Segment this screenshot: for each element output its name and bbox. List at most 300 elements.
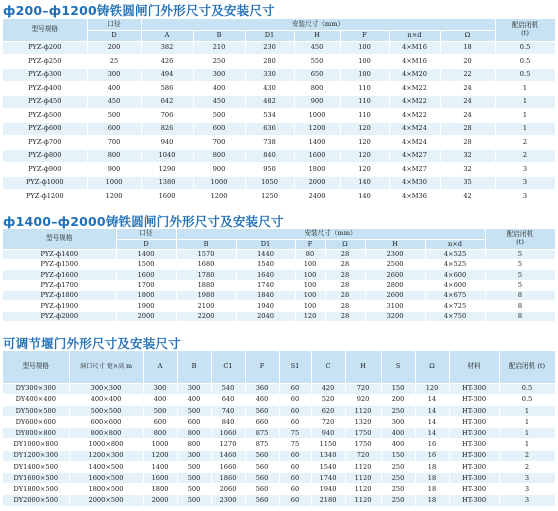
header-col: D1 xyxy=(245,30,294,41)
table-cell: 300 xyxy=(177,450,211,461)
table-row xyxy=(3,301,555,311)
header-model: 型号规格 xyxy=(3,351,69,383)
table-cell: 560 xyxy=(245,461,279,472)
table-cell: 1 xyxy=(499,439,555,450)
table-cell: 18 xyxy=(415,473,449,484)
table-row xyxy=(3,149,555,163)
table-cell: 4×675 xyxy=(425,291,485,301)
table-cell: 1250 xyxy=(245,190,294,204)
table-row xyxy=(3,473,555,484)
table-cell: 1 xyxy=(495,122,555,136)
table-cell: 1540 xyxy=(311,461,345,472)
table-cell: 920 xyxy=(345,394,381,405)
table-cell: 0.5 xyxy=(495,55,555,69)
row-model: DY1800×500 xyxy=(3,484,69,495)
table-cell: 560 xyxy=(245,473,279,484)
table-cell: 800×800 xyxy=(69,428,143,439)
table-cell: 24 xyxy=(440,95,495,109)
table-cell: 3100 xyxy=(365,301,425,311)
table-cell: 28 xyxy=(440,136,495,150)
table-cell: 600 xyxy=(177,417,211,428)
table-cell: 420 xyxy=(311,383,345,394)
table-cell: 2600 xyxy=(365,291,425,301)
table-cell: HT-300 xyxy=(449,495,499,506)
table-cell: 60 xyxy=(279,394,311,405)
table-cell: 150 xyxy=(381,450,415,461)
table-cell: 4×M36 xyxy=(389,190,440,204)
table-cell: 940 xyxy=(141,136,193,150)
header-model: 型号规格 xyxy=(3,229,116,249)
table-cell: 740 xyxy=(211,405,245,416)
header-col: H xyxy=(345,351,381,383)
row-model: DY300×300 xyxy=(3,383,69,394)
table-cell: 400 xyxy=(381,428,415,439)
table-cell: 4×M22 xyxy=(389,109,440,123)
table-row xyxy=(3,270,555,280)
header-col: Ω xyxy=(325,239,365,249)
table-cell: 4×M22 xyxy=(389,82,440,96)
table-cell: 1800 xyxy=(294,163,340,177)
row-model: PYZ-ф1900 xyxy=(3,301,116,311)
table-cell: 1860 xyxy=(211,473,245,484)
row-model: DY1600×500 xyxy=(3,473,69,484)
table-cell: 200 xyxy=(381,394,415,405)
table-cell: HT-300 xyxy=(449,417,499,428)
table-cell: 1120 xyxy=(345,495,381,506)
table-row xyxy=(3,249,555,259)
table-cell: 1740 xyxy=(236,280,295,290)
table-cell: 1800 xyxy=(116,291,176,301)
table-row xyxy=(3,311,555,321)
row-model: DY400×400 xyxy=(3,394,69,405)
header-col: D xyxy=(116,239,176,249)
row-model: PYZ-ф1700 xyxy=(3,280,116,290)
table-cell: 450 xyxy=(193,95,245,109)
header-col: S xyxy=(381,351,415,383)
table-cell: 100 xyxy=(295,291,325,301)
table-row xyxy=(3,291,555,301)
table-cell: 2180 xyxy=(311,495,345,506)
table-row xyxy=(3,461,555,472)
header-caliber: 口径 xyxy=(87,19,141,30)
table-cell: 4×525 xyxy=(425,249,485,259)
row-model: DY800×800 xyxy=(3,428,69,439)
table-cell: 3 xyxy=(499,495,555,506)
table-cell: 100 xyxy=(295,270,325,280)
row-model: PYZ-ф800 xyxy=(3,149,87,163)
table-cell: 1700 xyxy=(116,280,176,290)
table-cell: 60 xyxy=(279,484,311,495)
table-cell: 120 xyxy=(415,383,449,394)
table-row xyxy=(3,122,555,136)
table-cell: 706 xyxy=(141,109,193,123)
row-model: PYZ-ф900 xyxy=(3,163,87,177)
table-cell: 400 xyxy=(143,394,177,405)
table-row xyxy=(3,190,555,204)
table-cell: 2040 xyxy=(236,311,295,321)
table-cell: 4×M16 xyxy=(389,55,440,69)
table-cell: 800 xyxy=(193,149,245,163)
table-cell: 100 xyxy=(295,259,325,269)
table-cell: 2300 xyxy=(211,495,245,506)
table-cell: 1880 xyxy=(176,280,236,290)
table-cell: 28 xyxy=(325,301,365,311)
table-cell: 540 xyxy=(211,383,245,394)
header-material: 材料 xyxy=(449,351,499,383)
table-cell: 300 xyxy=(177,383,211,394)
table-row xyxy=(3,136,555,150)
table-cell: 600 xyxy=(143,417,177,428)
table-cell: 800 xyxy=(143,428,177,439)
table-cell: 120 xyxy=(340,122,389,136)
table-cell: 450 xyxy=(87,95,141,109)
table-cell: 826 xyxy=(141,122,193,136)
table-cell: 1400 xyxy=(116,249,176,259)
table-cell: 210 xyxy=(193,41,245,55)
table-cell: 60 xyxy=(279,383,311,394)
table-cell: 4×600 xyxy=(425,270,485,280)
table-cell: 2 xyxy=(495,136,555,150)
header-col: n×d xyxy=(425,239,485,249)
table-cell: 4×M24 xyxy=(389,122,440,136)
table-cell: 1000 xyxy=(294,109,340,123)
row-model: DY1000×800 xyxy=(3,439,69,450)
table-row xyxy=(3,68,555,82)
row-model: PYZ-ф1400 xyxy=(3,249,116,259)
header-col: B xyxy=(193,30,245,41)
table-cell: 300 xyxy=(87,68,141,82)
table-cell: 2000×500 xyxy=(69,495,143,506)
table-cell: 1750 xyxy=(345,439,381,450)
table-cell: 600×600 xyxy=(69,417,143,428)
header-install: 安装尺寸（mm） xyxy=(141,19,495,30)
table-cell: 1 xyxy=(495,109,555,123)
table-cell: 4×750 xyxy=(425,311,485,321)
table-cell: 520 xyxy=(311,394,345,405)
table-cell: 80 xyxy=(295,249,325,259)
table-cell: 1640 xyxy=(236,270,295,280)
row-model: DY2000×500 xyxy=(3,495,69,506)
header-col: S1 xyxy=(279,351,311,383)
table-row xyxy=(3,428,555,439)
table-cell: 25 xyxy=(87,55,141,69)
table-cell: 1940 xyxy=(236,301,295,311)
table-cell: 18 xyxy=(415,484,449,495)
table-cell: 24 xyxy=(440,82,495,96)
table-cell: 560 xyxy=(245,484,279,495)
table-cell: 0.5 xyxy=(499,383,555,394)
table-cell: 1000 xyxy=(193,176,245,190)
table-row xyxy=(3,394,555,405)
table-cell: 426 xyxy=(141,55,193,69)
table-cell: 700 xyxy=(193,136,245,150)
table-cell: 1660 xyxy=(211,461,245,472)
table-cell: 18 xyxy=(415,495,449,506)
table-cell: 1500 xyxy=(116,259,176,269)
table-cell: 600 xyxy=(193,122,245,136)
table-cell: 60 xyxy=(279,450,311,461)
table-cell: 1 xyxy=(495,82,555,96)
table-cell: 8 xyxy=(485,301,555,311)
header-col: B xyxy=(177,351,211,383)
table-cell: 2000 xyxy=(116,311,176,321)
table-cell: 1340 xyxy=(311,450,345,461)
table-cell: 738 xyxy=(245,136,294,150)
table-cell: 140 xyxy=(340,176,389,190)
table-cell: HT-300 xyxy=(449,383,499,394)
table-cell: 1120 xyxy=(345,405,381,416)
header-col: D1 xyxy=(236,239,295,249)
table-cell: 534 xyxy=(245,109,294,123)
header-col: A xyxy=(143,351,177,383)
header-col: F xyxy=(340,30,389,41)
table-cell: 230 xyxy=(245,41,294,55)
header-model: 型号规格 xyxy=(3,19,87,41)
table-cell: 500 xyxy=(87,109,141,123)
table-cell: 4×M24 xyxy=(389,136,440,150)
table-cell: 1600×500 xyxy=(69,473,143,484)
table-cell: 1780 xyxy=(176,270,236,280)
table-cell: 4×M27 xyxy=(389,163,440,177)
section-title-1: ф200–ф1200铸铁圆闸门外形尺寸及安装尺寸 xyxy=(3,3,275,18)
table-cell: 100 xyxy=(295,301,325,311)
table-cell: HT-300 xyxy=(449,450,499,461)
gate-table-1 xyxy=(3,19,556,204)
table-cell: 1840 xyxy=(236,291,295,301)
table-cell: 620 xyxy=(311,405,345,416)
table-cell: 640 xyxy=(211,394,245,405)
table-cell: 2 xyxy=(499,450,555,461)
table-cell: 586 xyxy=(141,82,193,96)
table-cell: 28 xyxy=(325,270,365,280)
table-cell: 1150 xyxy=(311,439,345,450)
table-cell: HT-300 xyxy=(449,394,499,405)
table-cell: 4×M27 xyxy=(389,149,440,163)
table-cell: 360 xyxy=(245,383,279,394)
table-cell: 2500 xyxy=(365,259,425,269)
table-cell: 500 xyxy=(177,484,211,495)
table-cell: 3200 xyxy=(365,311,425,321)
header-hoist: 配启闭机 (t) xyxy=(495,19,555,41)
table-cell: 250 xyxy=(381,405,415,416)
header-col: F xyxy=(295,239,325,249)
table-cell: 330 xyxy=(245,68,294,82)
table-cell: 4×725 xyxy=(425,301,485,311)
table-cell: 1200 xyxy=(193,190,245,204)
table-cell: 140 xyxy=(340,190,389,204)
table-row xyxy=(3,95,555,109)
table-cell: 14 xyxy=(415,394,449,405)
table-row xyxy=(3,417,555,428)
table-cell: 1 xyxy=(499,405,555,416)
table-cell: 75 xyxy=(279,428,311,439)
table-cell: 110 xyxy=(340,95,389,109)
header-col: C xyxy=(311,351,345,383)
table-cell: 1000 xyxy=(87,176,141,190)
table-cell: 800 xyxy=(87,149,141,163)
table-cell: 800 xyxy=(177,428,211,439)
table-row xyxy=(3,280,555,290)
row-model: PYZ-ф1000 xyxy=(3,176,87,190)
table-cell: 2000 xyxy=(143,495,177,506)
table-cell: HT-300 xyxy=(449,484,499,495)
table-cell: 14 xyxy=(415,405,449,416)
header-col: H xyxy=(365,239,425,249)
table-cell: 660 xyxy=(245,417,279,428)
table-cell: 4×600 xyxy=(425,280,485,290)
table-cell: 900 xyxy=(87,163,141,177)
table-row xyxy=(3,41,555,55)
header-col: n×d xyxy=(389,30,440,41)
table-cell: HT-300 xyxy=(449,428,499,439)
table-cell: 2300 xyxy=(365,249,425,259)
table-cell: 110 xyxy=(340,109,389,123)
gate-table-3 xyxy=(3,351,556,507)
table-cell: 636 xyxy=(245,122,294,136)
table-cell: 875 xyxy=(245,439,279,450)
table-cell: 560 xyxy=(245,405,279,416)
table-cell: 300 xyxy=(193,68,245,82)
table-cell: 100 xyxy=(340,68,389,82)
table-cell: 4×M20 xyxy=(389,68,440,82)
row-model: PYZ-ф700 xyxy=(3,136,87,150)
table-cell: 500×500 xyxy=(69,405,143,416)
row-model: DY500×500 xyxy=(3,405,69,416)
table-cell: 1 xyxy=(499,428,555,439)
header-col: F xyxy=(245,351,279,383)
table-row xyxy=(3,383,555,394)
row-model: PYZ-ф400 xyxy=(3,82,87,96)
table-cell: 300×300 xyxy=(69,383,143,394)
table-cell: 2600 xyxy=(365,270,425,280)
table-cell: 1440 xyxy=(236,249,295,259)
table-cell: 4×M22 xyxy=(389,95,440,109)
table-cell: 900 xyxy=(294,95,340,109)
table-cell: 100 xyxy=(340,55,389,69)
table-cell: 2200 xyxy=(176,311,236,321)
table-cell: 642 xyxy=(141,95,193,109)
table-cell: 28 xyxy=(325,249,365,259)
table-cell: 1120 xyxy=(345,461,381,472)
table-cell: 1120 xyxy=(345,484,381,495)
table-cell: 1400 xyxy=(143,461,177,472)
table-cell: 1040 xyxy=(141,149,193,163)
table-cell: 1740 xyxy=(311,473,345,484)
table-cell: 1600 xyxy=(141,190,193,204)
table-cell: 2400 xyxy=(294,190,340,204)
row-model: PYZ-ф2000 xyxy=(3,311,116,321)
section-title-3: 可调节堰门外形尺寸及安装尺寸 xyxy=(3,336,181,351)
table-cell: 2060 xyxy=(211,484,245,495)
table-cell: 100 xyxy=(295,280,325,290)
table-row xyxy=(3,439,555,450)
table-cell: 1940 xyxy=(311,484,345,495)
table-row xyxy=(3,495,555,506)
table-cell: 720 xyxy=(345,383,381,394)
table-cell: 120 xyxy=(295,311,325,321)
table-cell: HT-300 xyxy=(449,461,499,472)
table-cell: 400 xyxy=(177,394,211,405)
table-cell: 42 xyxy=(440,190,495,204)
row-model: PYZ-ф1800 xyxy=(3,291,116,301)
table-cell: 460 xyxy=(245,394,279,405)
row-model: DY600×600 xyxy=(3,417,69,428)
table-cell: 60 xyxy=(279,405,311,416)
table-cell: 1400 xyxy=(294,136,340,150)
table-cell: 1200 xyxy=(143,450,177,461)
table-cell: 560 xyxy=(245,495,279,506)
table-cell: 1050 xyxy=(245,176,294,190)
table-cell: 300 xyxy=(143,383,177,394)
table-cell: 5 xyxy=(485,270,555,280)
table-cell: 4×M16 xyxy=(389,41,440,55)
table-cell: 400 xyxy=(193,82,245,96)
table-cell: 28 xyxy=(440,122,495,136)
table-cell: 16 xyxy=(415,450,449,461)
table-row xyxy=(3,484,555,495)
gate-table-2 xyxy=(3,229,556,322)
table-cell: 1000×800 xyxy=(69,439,143,450)
table-cell: 1380 xyxy=(141,176,193,190)
table-cell: 28 xyxy=(325,311,365,321)
table-cell: 550 xyxy=(294,55,340,69)
table-cell: 28 xyxy=(325,291,365,301)
table-cell: 250 xyxy=(193,55,245,69)
table-cell: 1540 xyxy=(236,259,295,269)
row-model: PYZ-ф450 xyxy=(3,95,87,109)
table-cell: 24 xyxy=(440,109,495,123)
section-title-2: ф1400–ф2000铸铁圆闸门外形尺寸及安装尺寸 xyxy=(3,214,284,229)
table-cell: 100 xyxy=(340,41,389,55)
table-cell: 2800 xyxy=(365,280,425,290)
row-model: PYZ-ф250 xyxy=(3,55,87,69)
table-cell: 400×400 xyxy=(69,394,143,405)
header-col: Ω xyxy=(415,351,449,383)
row-model: PYZ-ф1200 xyxy=(3,190,87,204)
header-col: H xyxy=(294,30,340,41)
table-cell: 1750 xyxy=(345,428,381,439)
table-cell: 400 xyxy=(87,82,141,96)
table-cell: 382 xyxy=(141,41,193,55)
table-cell: 4×525 xyxy=(425,259,485,269)
table-cell: 1320 xyxy=(345,417,381,428)
header-hoist: 配启闭机 (t) xyxy=(485,229,555,249)
header-install: 安装尺寸（mm） xyxy=(176,229,485,239)
table-cell: 2 xyxy=(499,461,555,472)
table-cell: 720 xyxy=(311,417,345,428)
table-row xyxy=(3,405,555,416)
table-cell: 35 xyxy=(440,176,495,190)
table-cell: 16 xyxy=(415,439,449,450)
table-cell: 60 xyxy=(279,461,311,472)
table-cell: 300 xyxy=(381,417,415,428)
table-cell: 1290 xyxy=(141,163,193,177)
table-cell: 5 xyxy=(485,249,555,259)
table-cell: 500 xyxy=(193,109,245,123)
table-cell: 3 xyxy=(499,473,555,484)
table-cell: 1 xyxy=(495,95,555,109)
table-cell: 8 xyxy=(485,291,555,301)
table-cell: 840 xyxy=(211,417,245,428)
table-cell: 560 xyxy=(245,450,279,461)
row-model: PYZ-ф200 xyxy=(3,41,87,55)
table-cell: 0.5 xyxy=(499,394,555,405)
table-cell: 875 xyxy=(245,428,279,439)
table-cell: 120 xyxy=(340,136,389,150)
table-cell: 700 xyxy=(87,136,141,150)
table-row xyxy=(3,176,555,190)
table-cell: 600 xyxy=(87,122,141,136)
